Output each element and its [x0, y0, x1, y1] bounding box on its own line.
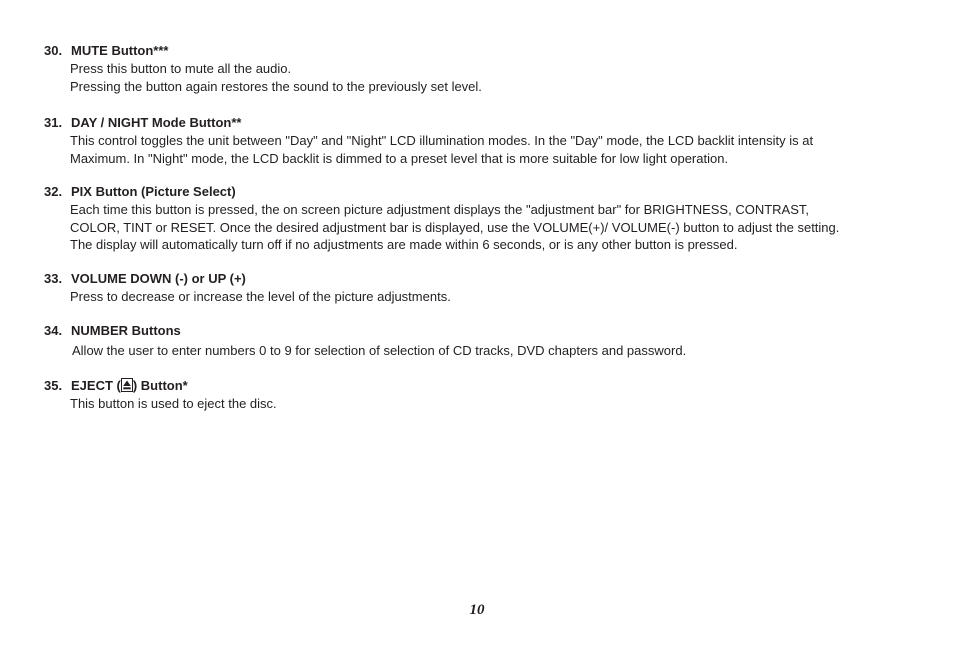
- description-line: Maximum. In "Night" mode, the LCD backlit is dimmed to a preset level that is more suitable for low light operation.: [70, 150, 729, 166]
- description-line: Allow the user to enter numbers 0 to 9 for selection of selection of CD tracks, DVD chapters and password.: [72, 343, 687, 358]
- item-heading: [44, 114, 924, 132]
- item-heading: [44, 377, 924, 395]
- item-number: 34.: [44, 323, 63, 338]
- description-line: Each time this button is pressed, the on screen picture adjustment displays the "adjustment bar" for BRIGHTNESS, CONTRAST,: [70, 202, 809, 217]
- eject-icon: [121, 378, 133, 392]
- item-heading: [44, 42, 924, 60]
- item-pix-button: [44, 183, 924, 254]
- item-title: DAY / NIGHT Mode Button**: [71, 115, 242, 130]
- description-line: This control toggles the unit between "Day" and "Night" LCD illumination modes. In the "Day" mode, the LCD backlit intensity is at: [70, 133, 814, 148]
- item-description: [44, 201, 924, 254]
- item-description: [44, 395, 924, 413]
- item-description: [44, 132, 924, 167]
- item-description: [44, 342, 924, 360]
- description-line: Press this button to mute all the audio.: [70, 61, 292, 76]
- item-number: 33.: [44, 271, 63, 286]
- description-line: This button is used to eject the disc.: [70, 396, 277, 411]
- item-heading: [44, 183, 924, 201]
- item-day-night-mode-button: [44, 114, 924, 167]
- item-heading: [44, 270, 924, 288]
- item-title-prefix: EJECT (: [71, 378, 121, 393]
- item-mute-button: [44, 42, 924, 95]
- item-eject-button: [44, 377, 924, 413]
- description-line: Press to decrease or increase the level of the picture adjustments.: [70, 289, 451, 304]
- item-title-suffix: ) Button*: [132, 378, 188, 393]
- item-number-buttons: [44, 322, 924, 360]
- item-description: [44, 288, 924, 306]
- description-line: The display will automatically turn off if no adjustments are made within 6 seconds, or is any other button is pressed.: [70, 237, 738, 253]
- item-number: 31.: [44, 115, 63, 130]
- item-title: MUTE Button***: [71, 43, 169, 58]
- item-description: [44, 60, 924, 95]
- item-number: 32.: [44, 184, 63, 199]
- item-heading: [44, 322, 924, 340]
- item-title: NUMBER Buttons: [71, 323, 181, 338]
- page-number: 10: [469, 602, 485, 618]
- item-number: 35.: [44, 378, 63, 393]
- item-title: PIX Button (Picture Select): [71, 184, 236, 199]
- description-line: Pressing the button again restores the sound to the previously set level.: [70, 78, 482, 94]
- item-volume-down-up: [44, 270, 924, 306]
- item-number: 30.: [44, 43, 63, 58]
- item-title: VOLUME DOWN (-) or UP (+): [71, 271, 246, 286]
- description-line: COLOR, TINT or RESET. Once the desired adjustment bar is displayed, use the VOLUME(+)/ VOLUME(-) button to adjust the setting.: [70, 219, 840, 235]
